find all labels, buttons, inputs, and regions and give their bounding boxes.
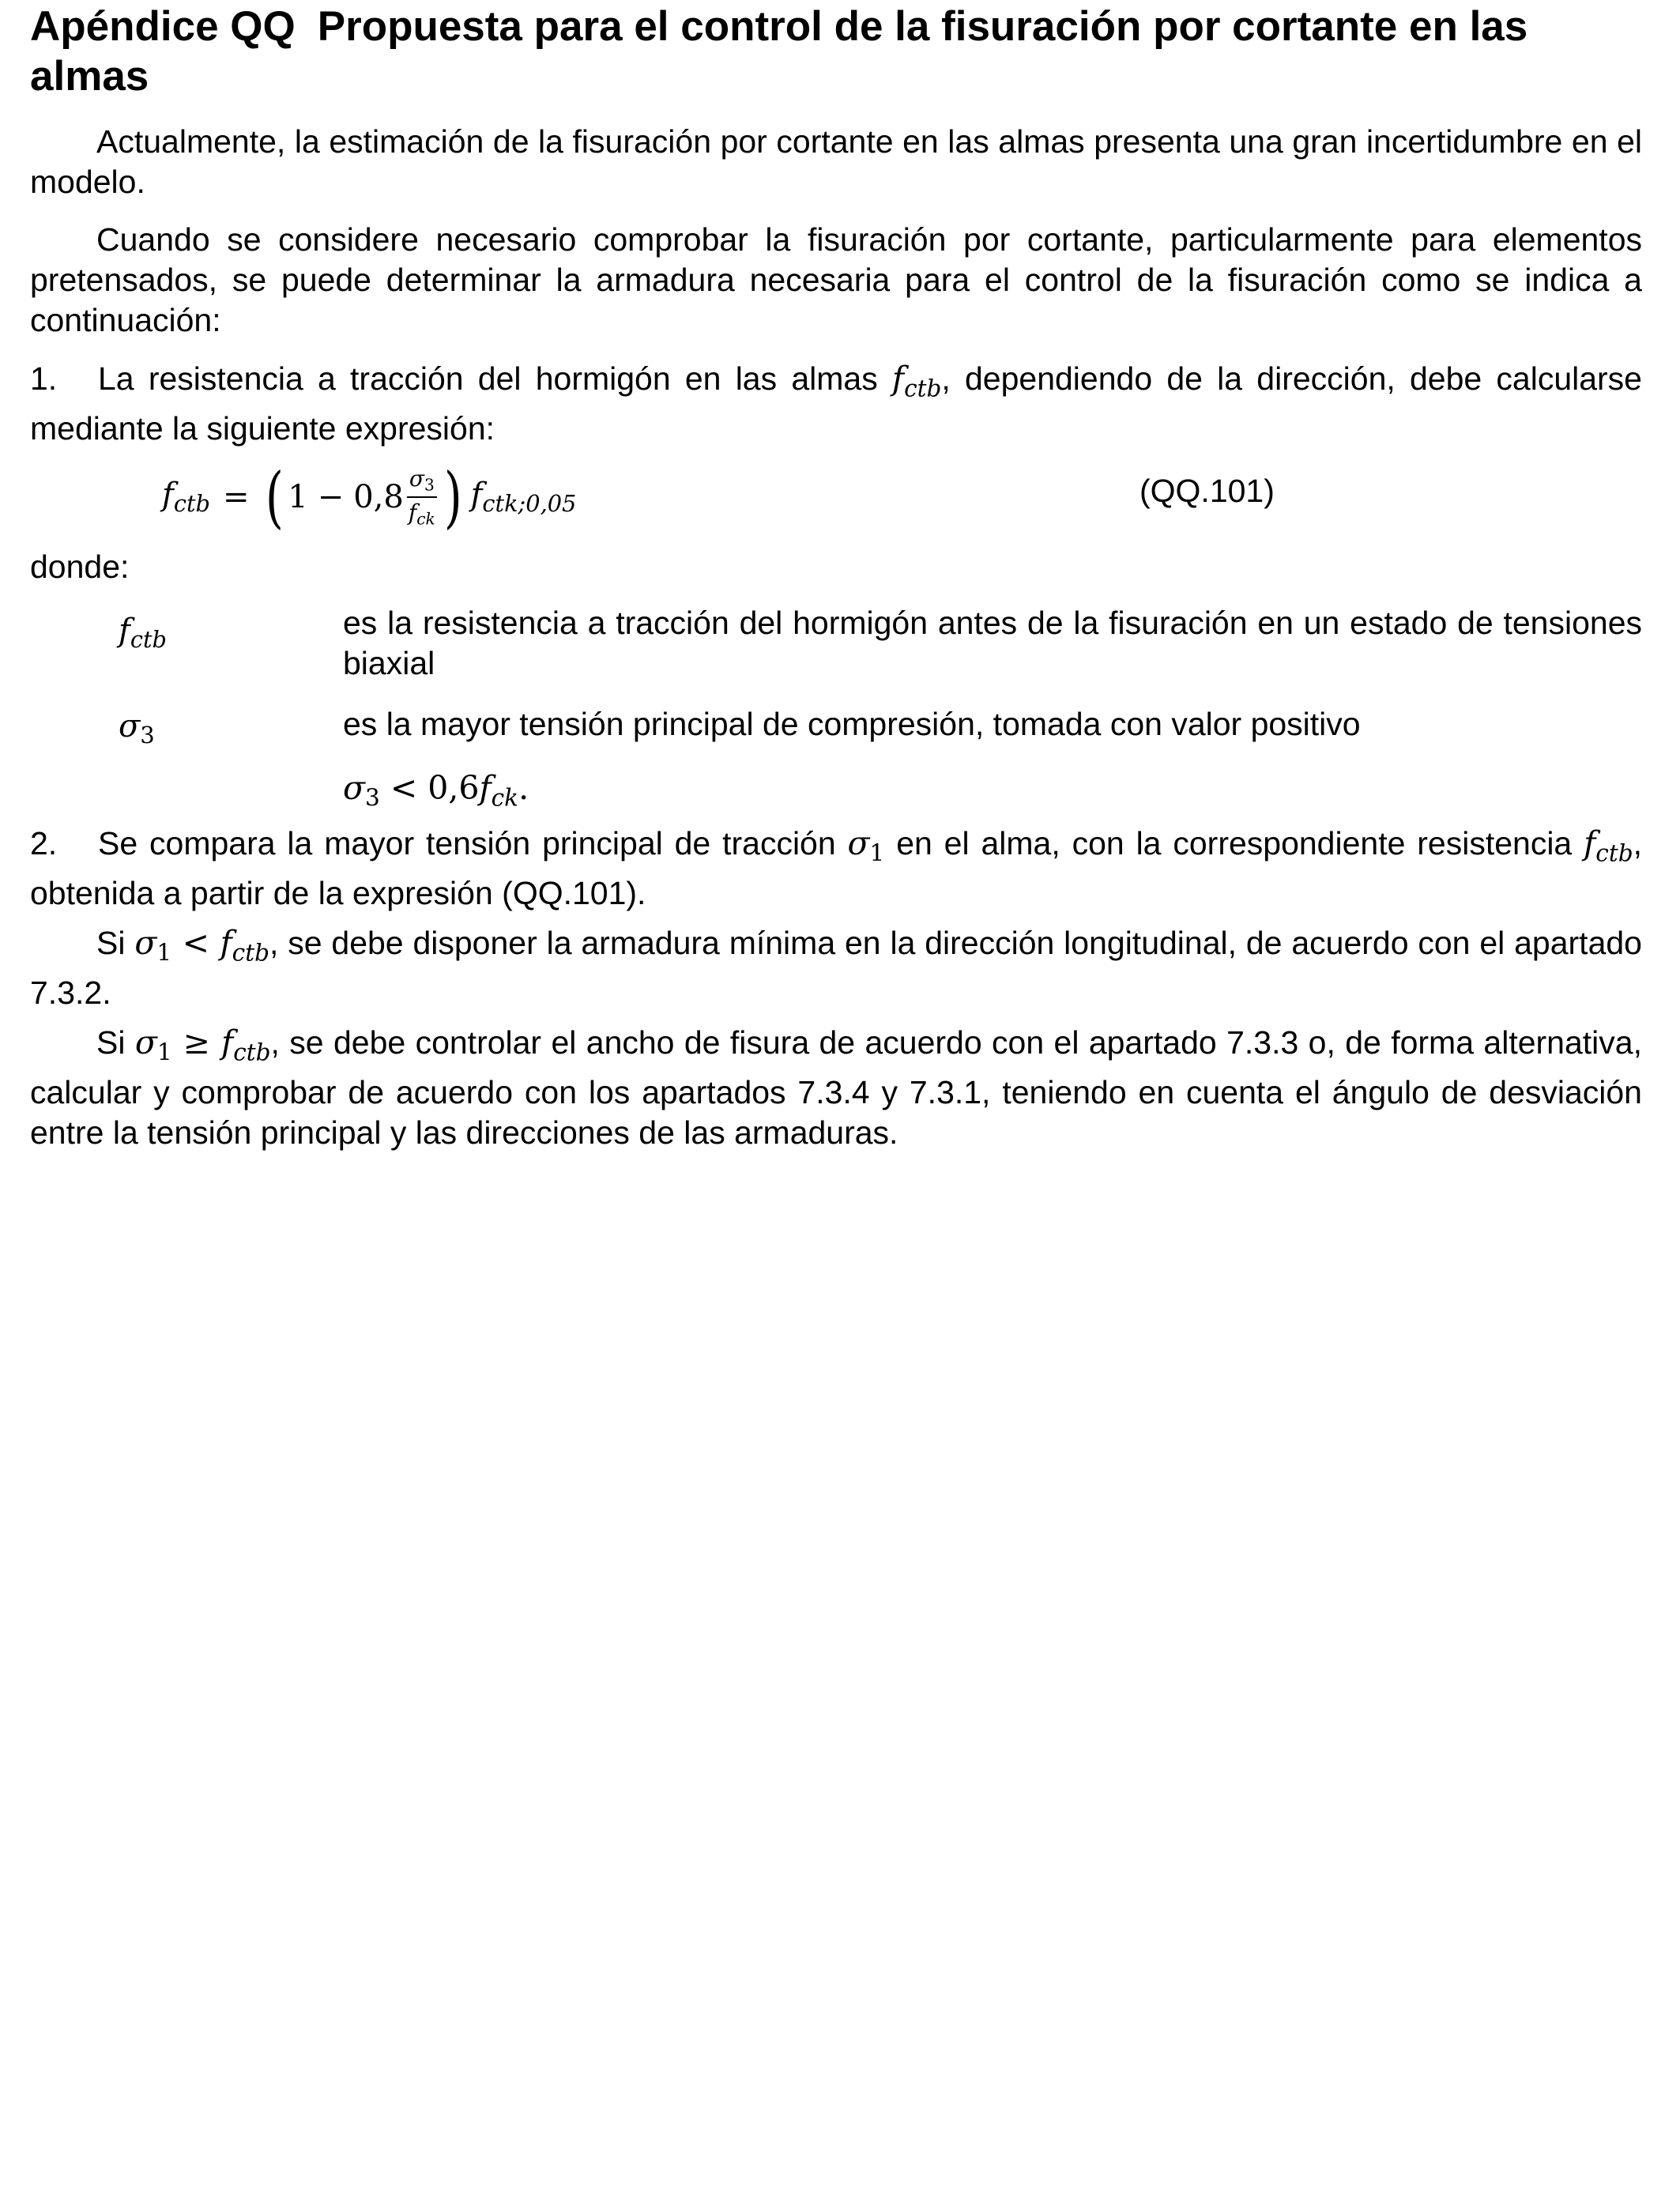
list-item-2-text-b: en el alma, con la correspondiente resistencia <box>884 825 1584 861</box>
list-item-2-number: 2. <box>30 825 58 861</box>
equation-coefficient: 0,8 <box>353 479 404 515</box>
appendix-number: Apéndice QQ <box>30 3 296 50</box>
definition-text-fctb: es la resistencia a tracción del hormigón antes de la fisuración en un estado de tensiones biaxial <box>343 605 1642 681</box>
list-item-2 <box>30 824 1642 914</box>
list-item-2-text-a: Se compara la mayor tensión principal de tracción <box>98 825 848 861</box>
definition-condition: $\sigma_3 < 0,6f_{ck}$. <box>343 769 529 812</box>
list-item-1 <box>30 359 1642 449</box>
paragraph-intro: Actualmente, la estimación de la fisuración por cortante en las almas presenta una gran incertidumbre en el modelo. <box>30 123 1642 200</box>
list-item-1-number: 1. <box>30 360 58 397</box>
equation-one: 1 <box>288 479 308 515</box>
list-item-1-text-b: , dependiendo de la dirección, debe calcularse mediante la siguiente expresión: <box>30 360 1642 447</box>
paragraph-case-greater-a: Si <box>96 1024 135 1061</box>
paragraph-case-greater-b: , se debe controlar el ancho de fisura de acuerdo con el apartado 7.3.3 o, de forma alternativa, calcular y comprobar de acuerdo con los apartados 7.3.4 y 7.3.1, teniendo en cuenta el ángulo de desviación entre la tensión principal y las direcciones de las armaduras. <box>30 1024 1642 1152</box>
definition-text-sigma3: es la mayor tensión principal de compresión, tomada con valor positivo <box>343 706 1361 742</box>
symbol-fctb-2: $f_{ctb}$ <box>1584 824 1633 867</box>
symbol-sigma1: $\sigma_1$ <box>847 824 885 867</box>
paragraph-case-less-b: , se debe disponer la armadura mínima en la dirección longitudinal, de acuerdo con el apartado 7.3.2. <box>30 925 1642 1012</box>
definition-symbol-sigma3: $\sigma_3$ <box>119 708 155 749</box>
list-item-2-text-c: , obtenida a partir de la expresión (QQ.101). <box>30 825 1642 912</box>
list-item-1-text-a: La resistencia a tracción del hormigón en las almas <box>98 360 892 397</box>
paragraph-case-greater <box>30 1023 1642 1153</box>
inequality-greater-equal: $\sigma_1 \ge f_{ctb}$ <box>134 1023 271 1066</box>
inequality-less: $\sigma_1 < f_{ctb}$ <box>134 924 269 967</box>
equation-subscript-ctk: ctk;0,05 <box>482 490 577 518</box>
definitions-label: donde: <box>30 548 130 585</box>
paragraph-method: Cuando se considere necesario comprobar la fisuración por cortante, particularmente para elementos pretensados, se puede determinar la armadura necesaria para el control de la fisuración como se indica a continuación: <box>30 221 1642 338</box>
definition-symbol-fctb: $f_{ctb}$ <box>119 613 167 654</box>
equation-number: (QQ.101) <box>1139 473 1275 509</box>
appendix-title: Propuesta para el control de la fisuración por cortante en las almas <box>30 3 1528 100</box>
paragraph-case-less <box>30 923 1642 1013</box>
symbol-fctb: $f_{ctb}$ <box>891 360 942 402</box>
paragraph-case-less-a: Si <box>96 925 135 961</box>
equation-fraction: $\frac{\sigma_3}{f_{ck}}$ <box>407 466 437 528</box>
appendix-heading <box>30 2 1650 101</box>
equation-qq101: $f_{ctb}$ = ( 1 − 0,8 $\frac{\sigma_3}{f_{ck}}$ ) $f_{ctk;0,05}$ <box>162 458 577 536</box>
